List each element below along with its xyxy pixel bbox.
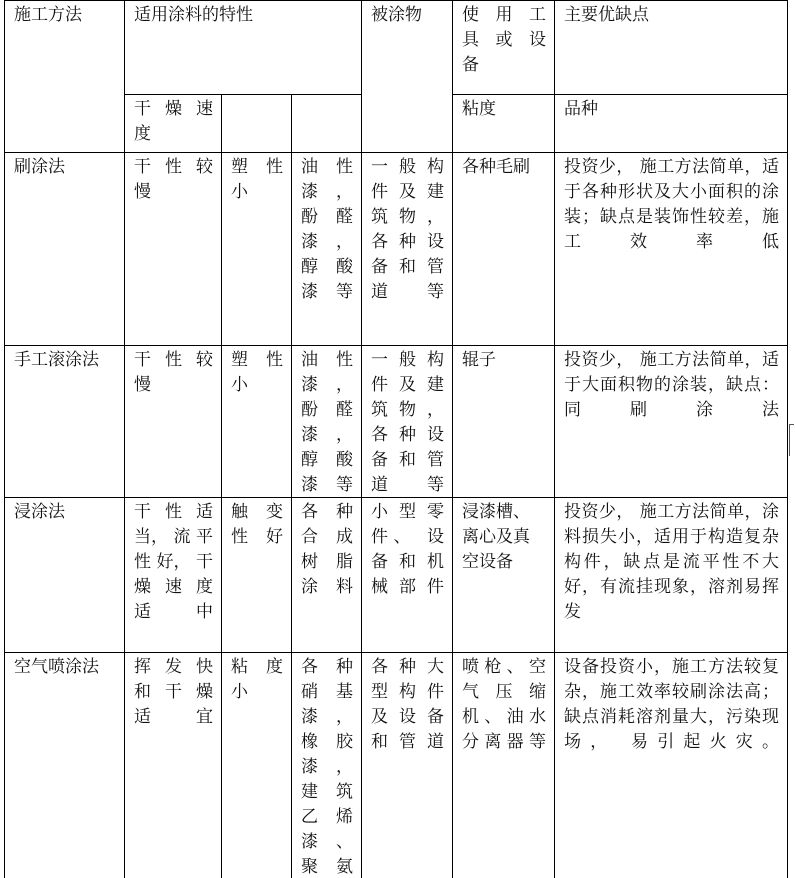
row3-plasticity: 触 变 性好 <box>231 502 289 547</box>
grid-line <box>291 94 292 878</box>
header-object: 被涂物 <box>371 5 422 25</box>
grid-line <box>124 0 125 878</box>
grid-line <box>452 94 787 95</box>
row3-pros-cons: 投资少， 施工方法简单，涂料损失小，适用于构造复杂构件，缺点是流平性不大好，有流挂现象，溶剂易挥发 <box>564 502 779 622</box>
row1-paint: 油 性 漆 ， 酚 醛 漆 ， 醇 酸 漆等 <box>301 157 359 302</box>
row4-paint: 各 种 硝 基 漆 ， 橡 胶 漆 ， 建 筑 乙 烯 漆 、 聚 氨 <box>301 657 359 877</box>
row2-method: 手工滚涂法 <box>14 350 99 370</box>
grid-line <box>361 0 362 878</box>
grid-line <box>4 497 787 498</box>
row4-method: 空气喷涂法 <box>14 657 99 677</box>
row2-plasticity: 塑 性 小 <box>231 350 289 395</box>
row2-tools: 辊子 <box>462 350 496 370</box>
row2-pros-cons: 投资少， 施工方法简单，适于大面积物的涂装，缺点：同刷涂法 <box>564 350 779 420</box>
grid-line <box>452 0 453 878</box>
row1-object: 一 般 构 件 及 建 筑 物 ， 各 种 设 备 和 管 道等 <box>371 157 450 302</box>
row1-pros-cons: 投资少， 施工方法简单，适于各种形状及大小面积的涂装；缺点是装饰性较差，施工效率低 <box>564 157 779 252</box>
row2-drying: 干 性 较 慢 <box>134 350 219 395</box>
grid-line <box>124 94 361 95</box>
header-pros-cons: 主要优缺点 <box>564 5 649 25</box>
row4-object: 各 种 大 型 构 件 及 设 备 和管道 <box>371 657 450 752</box>
row4-drying: 挥 发 快 和 干 燥 适宜 <box>134 657 219 727</box>
header-tools: 使 用 工 具 或 设 备 <box>462 5 552 75</box>
row1-tools: 各种毛刷 <box>462 157 530 177</box>
grid-line <box>4 0 787 1</box>
row4-plasticity: 粘 度 小 <box>231 657 289 702</box>
row2-paint: 油 性 漆 ， 酚 醛 漆 ， 醇 酸 漆等 <box>301 350 359 495</box>
row3-tools: 浸漆槽、离心及真空设备 <box>462 502 530 572</box>
row4-pros-cons: 设备投资小，施工方法较复杂，施工效率较刷涂法高；缺点消耗溶剂量大，污染现场， 易引起火灾。 <box>564 657 779 752</box>
row3-drying: 干 性 适 当， 流 平 性 好， 干 燥 速 度 适中 <box>134 502 219 622</box>
row3-paint: 各 种 合 成 树 脂 涂料 <box>301 502 359 597</box>
header-variety: 品种 <box>564 99 598 119</box>
header-method: 施工方法 <box>14 5 82 25</box>
row2-object: 一 般 构 件 及 建 筑 物 ， 各 种 设 备 和 管 道等 <box>371 350 450 495</box>
row1-plasticity: 塑 性 小 <box>231 157 289 202</box>
grid-line <box>4 152 787 153</box>
grid-line <box>787 0 788 878</box>
grid-line <box>4 652 787 653</box>
header-drying-speed: 干 燥 速 度 <box>134 99 219 144</box>
grid-line <box>4 345 787 346</box>
row1-drying: 干 性 较 慢 <box>134 157 219 202</box>
row1-method: 刷涂法 <box>14 157 65 177</box>
row3-object: 小 型 零 件、 设 备 和 机 械部件 <box>371 502 450 597</box>
row3-method: 浸涂法 <box>14 502 65 522</box>
grid-line <box>221 94 222 878</box>
grid-line <box>554 0 555 878</box>
margin-mark <box>789 424 790 456</box>
header-viscosity: 粘度 <box>462 99 496 119</box>
header-properties: 适用涂料的特性 <box>134 5 253 25</box>
row4-tools: 喷枪、空气 压 缩 机、油水 分离器等 <box>462 657 552 752</box>
grid-line <box>4 0 5 878</box>
